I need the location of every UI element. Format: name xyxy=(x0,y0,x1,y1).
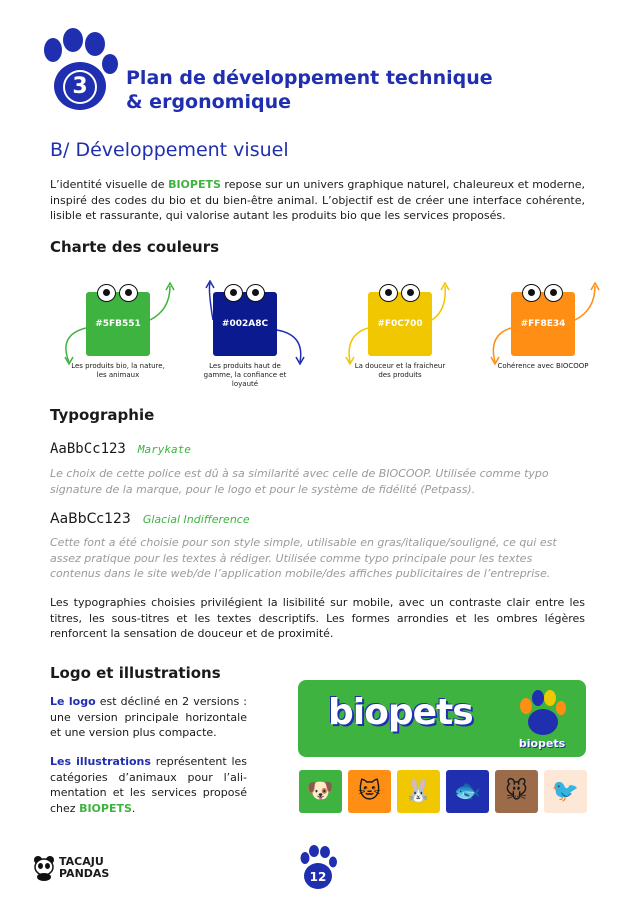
bird-icon: 🐦 xyxy=(544,770,587,813)
font-name: Marykate xyxy=(137,443,191,456)
subsection-title: B/ Développement visuel xyxy=(50,139,289,161)
logo-panel xyxy=(298,680,586,757)
page-number: 12 xyxy=(309,870,327,884)
rabbit-icon: 🐰 xyxy=(397,770,440,813)
color-swatch-blue xyxy=(180,280,310,395)
swatch-label: Les produits haut de gamme, la confiance et loyauté xyxy=(203,362,287,388)
illustrations-brand: BIOPETS xyxy=(79,801,132,815)
font-sample: AaBbCc123 xyxy=(50,511,131,527)
footer-brand-line2: PANDAS xyxy=(59,867,110,880)
font-sample-row xyxy=(50,441,191,457)
colors-heading: Charte des couleurs xyxy=(50,238,220,256)
animal-icon-row xyxy=(299,770,587,813)
page-header xyxy=(38,28,598,118)
panda-icon xyxy=(33,855,55,881)
logo-rest: est décliné en 2 versions : une version principale horizontale et une version plus compacte. xyxy=(50,695,247,739)
dog-icon: 🐶 xyxy=(299,770,342,813)
font-description: Cette font a été choisie pour son style simple, utilisable en gras/italique/souligné, ce qui est assez pratique pour les textes à rédiger. Utilisée comme typo principale pour les textes contenus dans le site web/de l’application mobile/des affiches publicitaires de l’entreprise. xyxy=(50,536,557,580)
page-title xyxy=(126,66,493,114)
swatch-hex: #5FB551 xyxy=(86,292,150,356)
eyes-icon xyxy=(224,284,265,302)
swatch-label: Les produits bio, la nature, les animaux xyxy=(71,362,165,379)
font-sample-row xyxy=(50,511,250,527)
logo-compact xyxy=(512,688,572,752)
eyes-icon xyxy=(97,284,138,302)
title-line-1: Plan de développement technique xyxy=(126,67,493,89)
eyes-icon xyxy=(522,284,563,302)
illustrations-lead: Les illustrations xyxy=(50,755,151,768)
swatch-hex: #F0C700 xyxy=(368,292,432,356)
intro-paragraph xyxy=(50,177,585,224)
intro-part-2: repose sur un univers graphique naturel, chaleureux et moderne, inspiré des codes du bio et du bien-être animal. L’objectif est de créer une interface cohérente, lisible et rassurante, qui valorise autant les produits bio que les services proposés. xyxy=(50,178,585,222)
logo-lead: Le logo xyxy=(50,695,96,708)
logo-heading: Logo et illustrations xyxy=(50,664,221,682)
illustrations-end: . xyxy=(131,801,136,815)
intro-part-1: L’identité visuelle de xyxy=(50,178,169,191)
swatch-label: La douceur et la fraicheur des produits xyxy=(354,362,446,379)
section-number: 3 xyxy=(63,70,97,104)
title-line-2: & ergonomique xyxy=(126,91,291,113)
typography-paragraph: Les typographies choisies privilégient la lisibilité sur mobile, avec un contraste clair entre les titres, les sous-titres et les textes descriptifs. Les formes arrondies et les ombres légères renforcent la sensation de douceur et de proximité. xyxy=(50,596,585,640)
footer-brand xyxy=(33,855,109,881)
swatch-label: Cohérence avec BIOCOOP xyxy=(497,362,589,370)
illustrations-paragraph xyxy=(50,754,247,816)
font-description: Le choix de cette police est dû à sa similarité avec celle de BIOCOOP. Utilisée comme typo signature de la marque, pour le logo et pour le système de fidélité (Petpass). xyxy=(50,467,549,496)
fish-icon: 🐟 xyxy=(446,770,489,813)
intro-brand: BIOPETS xyxy=(168,178,221,191)
color-swatch-yellow xyxy=(335,280,465,395)
illustrations-rest: représentent les catégories d’animaux pour l’ali- mentation et les services proposé chez xyxy=(50,755,247,815)
eyes-icon xyxy=(379,284,420,302)
font-name: Glacial Indifference xyxy=(142,513,250,526)
footer-brand-line1: TACAJU xyxy=(59,855,104,868)
font-sample: AaBbCc123 xyxy=(50,441,126,457)
rodent-icon: 🐭 xyxy=(495,770,538,813)
swatch-hex: #002A8C xyxy=(213,292,277,356)
logo-wordmark: biopets xyxy=(328,692,473,733)
logo-compact-word: biopets xyxy=(518,737,566,750)
typography-heading: Typographie xyxy=(50,406,155,424)
cat-icon: 🐱 xyxy=(348,770,391,813)
swatch-hex: #FF8E34 xyxy=(511,292,575,356)
color-swatch-orange xyxy=(478,280,608,395)
logo-paragraph xyxy=(50,694,247,741)
color-swatch-green xyxy=(53,280,183,395)
